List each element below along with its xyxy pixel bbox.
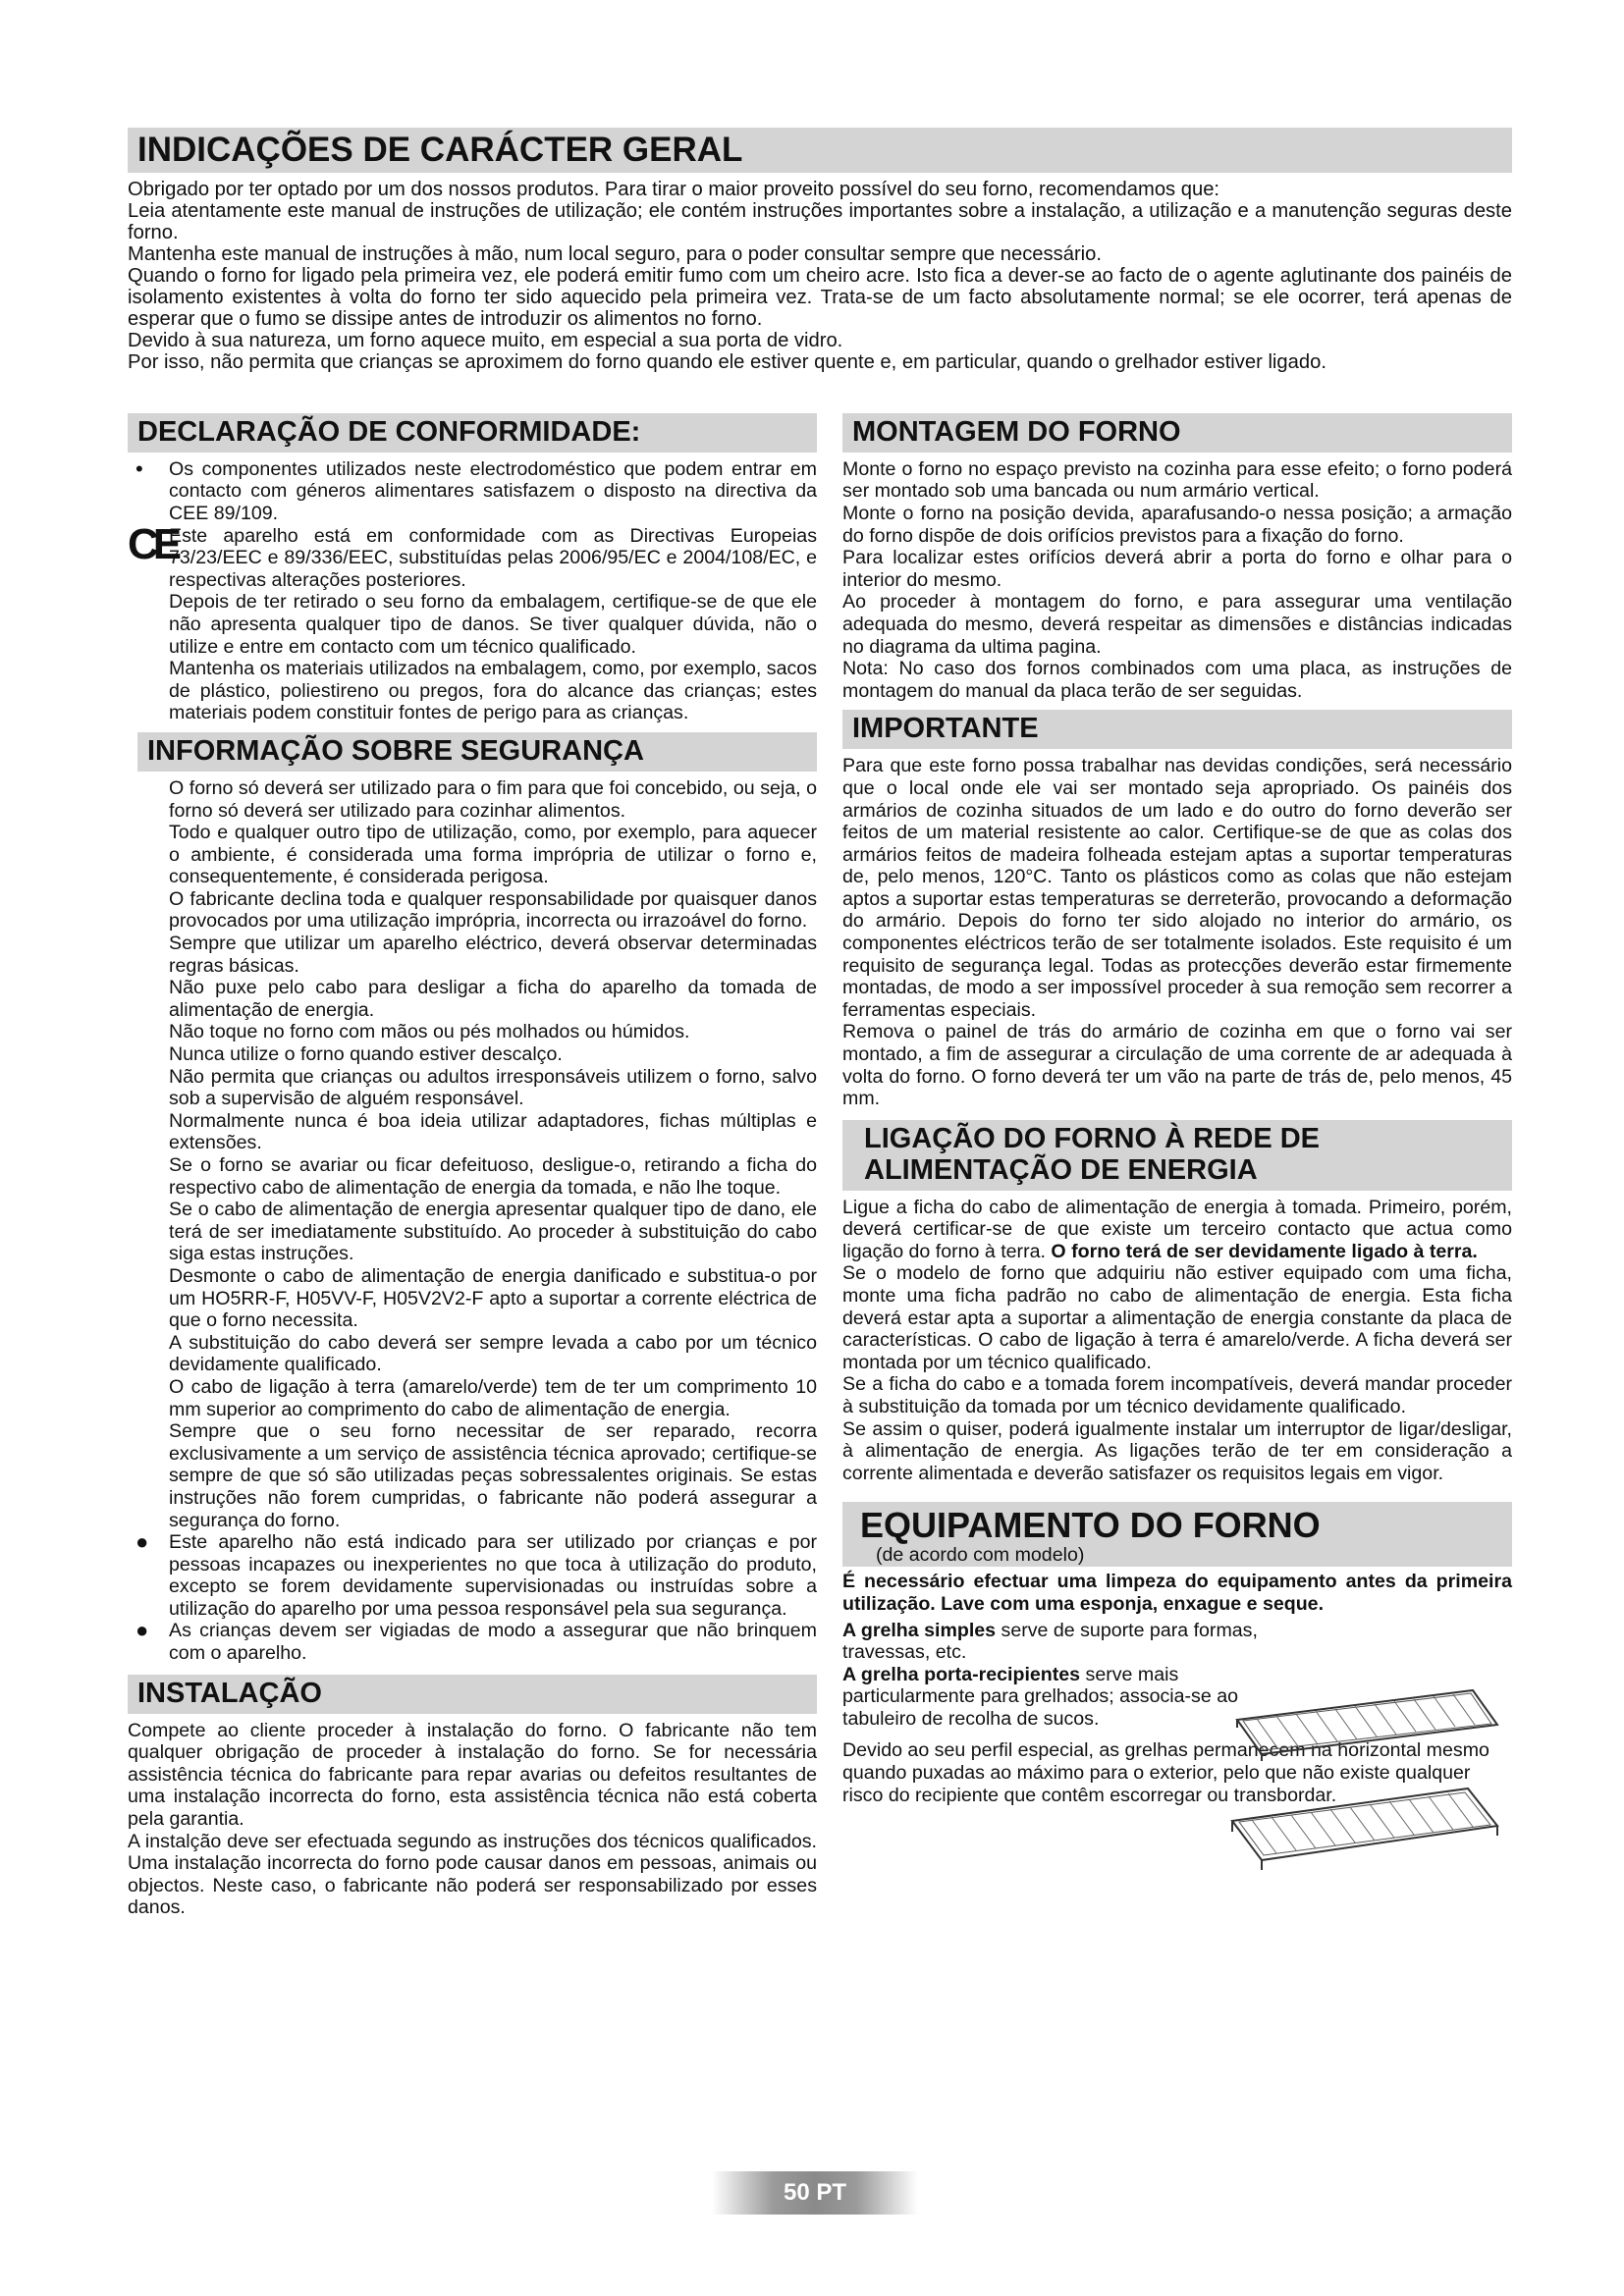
intro-paragraph: Devido à sua natureza, um forno aquece muito, em especial a sua porta de vidro.	[128, 330, 843, 351]
declaracao-paragraph: Mantenha os materiais utilizados na embalagem, como, por exemplo, sacos de plástico, poliestireno ou pregos, fora do alcance das crianças; estes materiais podem constituir fontes de perigo para as crianças.	[169, 658, 817, 724]
seguranca-paragraph: Normalmente nunca é boa ideia utilizar adaptadores, fichas múltiplas e extensões.	[169, 1109, 817, 1154]
grelhas-block	[842, 1620, 1512, 1807]
equipamento-section	[842, 1502, 1512, 1806]
intro-paragraph: Mantenha este manual de instruções à mão, num local seguro, para o poder consultar sempre que necessário.	[128, 243, 1102, 265]
seguranca-paragraph: Não permita que crianças ou adultos irresponsáveis utilizem o forno, salvo sob a supervisão de alguém responsável.	[169, 1065, 817, 1110]
ligacao-paragraph: Se a ficha do cabo e a tomada forem incompatíveis, deverá mandar proceder à substituição da tomada por um técnico devidamente qualificado.	[842, 1373, 1512, 1417]
declaracao-paragraph: Este aparelho está em conformidade com as Directivas Europeias 73/23/EEC e 89/336/EEC, substituídas pelas 2006/95/EC e 2004/108/EC, e respectivas alterações posteriores.	[169, 524, 817, 591]
grelha-simples-icon	[1218, 1681, 1512, 1769]
intro-section	[128, 179, 1512, 373]
instalacao-paragraph: Compete ao cliente proceder à instalação do forno. O fabricante não tem qualquer obrigação de proceder à instalação do forno. Se for necessária assistência técnica do fabricante para repar avarias ou defeitos resultantes de uma instalação incorrecta do forno, esta assistência técnica não está coberta pela garantia.	[128, 1719, 817, 1830]
ligacao-heading-line1: LIGAÇÃO DO FORNO À REDE DE	[864, 1122, 1321, 1154]
intro-paragraph: Quando o forno for ligado pela primeira vez, ele poderá emitir fumo com um cheiro acre. Isto fica a dever-se ao facto de o agente aglutinante dos painéis de isolamento existentes à volta do forno ter sido aquecido pela primeira vez. Trata-se de um facto absolutamente normal; se ele ocorrer, terá apenas de esperar que o fumo se dissipe antes de introduzir os alimentos no forno.	[128, 265, 1512, 330]
seguranca-paragraph: Desmonte o cabo de alimentação de energia danificado e substitua-o por um HO5RR-F, H05VV-F, H05V2V2-F apto a suportar a corrente eléctrica de que o forno necessita.	[169, 1264, 817, 1332]
equipamento-subtitle: (de acordo com modelo)	[876, 1544, 1085, 1567]
ligacao-heading	[842, 1120, 1512, 1191]
importante-section	[842, 710, 1512, 1109]
declaracao-section	[128, 413, 817, 724]
intro-paragraph: Obrigado por ter optado por um dos nossos produtos. Para tirar o maior proveito possível do seu forno, recomendamos que:	[128, 179, 1220, 200]
instalacao-heading: INSTALAÇÃO	[128, 1675, 817, 1714]
seguranca-paragraph: Sempre que o seu forno necessitar de ser reparado, recorra exclusivamente a um serviço de assistência técnica aprovado; certifique-se sempre de que só são utilizadas peças sobressalentes originais. Se estas instruções não forem cumpridas, o fabricante não poderá assegurar a segurança do forno.	[169, 1420, 817, 1531]
seguranca-paragraph: Nunca utilize o forno quando estiver descalço.	[169, 1043, 563, 1066]
page-number: 50 PT	[712, 2171, 918, 2215]
main-heading: INDICAÇÕES DE CARÁCTER GERAL	[128, 128, 1512, 173]
grelha-porta-recipientes-icon	[1218, 1777, 1512, 1875]
seguranca-paragraph: Todo e qualquer outro tipo de utilização, como, por exemplo, para aquecer o ambiente, é considerada uma forma imprópria de utilizar o forno e, consequentemente, é considerada perigosa.	[169, 822, 817, 888]
seguranca-paragraph: O fabricante declina toda e qualquer responsabilidade por quaisquer danos provocados por uma utilização imprópria, incorrecta ou irrazoável do forno.	[169, 887, 817, 933]
equipamento-title: EQUIPAMENTO DO FORNO	[860, 1505, 1321, 1546]
declaracao-heading: DECLARAÇÃO DE CONFORMIDADE:	[128, 413, 817, 453]
right-column	[842, 409, 1512, 1806]
list-item: ● As crianças devem ser vigiadas de modo a assegurar que não brinquem com o aparelho.	[135, 1618, 817, 1665]
ce-mark-icon: CE	[128, 520, 177, 568]
intro-paragraph: Leia atentamente este manual de instruções de utilização; ele contém instruções importantes sobre a instalação, a utilização e a manutenção seguras deste forno.	[128, 200, 1512, 243]
grelha-porta-text: A grelha porta-recipientes serve mais particularmente para grelhados; associa-se ao tabuleiro de recolha de sucos.	[842, 1663, 1238, 1730]
list-item: • Os componentes utilizados neste electrodoméstico que podem entrar em contacto com géneros alimentares satisfazem o disposto na directiva da CEE 89/109.	[135, 455, 817, 525]
montagem-paragraph: Para localizar estes orifícios deverá abrir a porta do forno e olhar para o interior do mesmo.	[842, 547, 1512, 591]
importante-heading: IMPORTANTE	[842, 710, 1512, 749]
seguranca-paragraph: A substituição do cabo deverá ser sempre levada a cabo por um técnico devidamente qualificado.	[169, 1331, 817, 1376]
ligacao-paragraph: Ligue a ficha do cabo de alimentação de energia à tomada. Primeiro, porém, deverá certificar-se de que existe um terceiro contacto que actua como ligação do forno à terra. O forno terá de ser devidamente ligado à terra.	[842, 1196, 1512, 1262]
seguranca-heading: INFORMAÇÃO SOBRE SEGURANÇA	[137, 732, 817, 772]
grelha-perfil-text: Devido ao seu perfil especial, as grelhas permanecem na horizontal mesmo quando puxadas ao máximo para o exterior, pelo que não existe qualquer risco do recipiente que contêm escorregar ou transbordar.	[842, 1739, 1489, 1806]
seguranca-paragraph: Sempre que utilizar um aparelho eléctrico, deverá observar determinadas regras básicas.	[169, 933, 817, 977]
grelha-simples-text: A grelha simples serve de suporte para formas, travessas, etc.	[842, 1619, 1258, 1664]
equipamento-heading	[842, 1502, 1512, 1567]
ligacao-paragraph: Se o modelo de forno que adquiriu não estiver equipado com uma ficha, monte uma ficha padrão no cabo de alimentação de energia. Esta ficha deverá estar apta a suportar a alimentação de energia constante da placa de características. O cabo de ligação à terra é amarelo/verde. A ficha deverá ser montada por um técnico qualificado.	[842, 1262, 1512, 1373]
left-column	[128, 409, 817, 1919]
seguranca-paragraph: Se o forno se avariar ou ficar defeituoso, desligue-o, retirando a ficha do respectivo cabo de alimentação de energia da tomada, e não lhe toque.	[169, 1154, 817, 1199]
ligacao-section	[842, 1120, 1512, 1485]
seguranca-paragraph: Não toque no forno com mãos ou pés molhados ou húmidos.	[169, 1021, 690, 1043]
ligacao-paragraph: Se assim o quiser, poderá igualmente instalar um interruptor de ligar/desligar, à alimentação de energia. As ligações terão de ter em consideração a corrente alimentada e deverão satisfazer os requisitos legais em vigor.	[842, 1417, 1512, 1484]
intro-paragraph: Por isso, não permita que crianças se aproximem do forno quando ele estiver quente e, em particular, quando o grelhador estiver ligado.	[128, 351, 1326, 373]
instalacao-section	[128, 1675, 817, 1919]
seguranca-paragraph: Não puxe pelo cabo para desligar a ficha do aparelho da tomada de alimentação de energia.	[169, 977, 817, 1021]
seguranca-section	[128, 732, 817, 1665]
list-item: ● Este aparelho não está indicado para ser utilizado por crianças e por pessoas incapazes ou inexperientes no que toca à utilização do produto, excepto se forem devidamente supervisionadas ou instruídas sobre a utilização do aparelho por uma pessoa responsável pela sua segurança.	[135, 1529, 817, 1620]
montagem-paragraph: Monte o forno no espaço previsto na cozinha para esse efeito; o forno poderá ser montado sob uma bancada ou num armário vertical.	[842, 457, 1512, 503]
montagem-heading: MONTAGEM DO FORNO	[842, 413, 1512, 453]
seguranca-paragraph: O cabo de ligação à terra (amarelo/verde) tem de ter um comprimento 10 mm superior ao comprimento do cabo de alimentação de energia.	[169, 1375, 817, 1420]
equipamento-intro: É necessário efectuar uma limpeza do equipamento antes da primeira utilização. Lave com uma esponja, enxague e seque.	[842, 1571, 1512, 1615]
montagem-paragraph: Monte o forno na posição devida, aparafusando-o nessa posição; a armação do forno dispõe de dois orifícios previstos para a fixação do forno.	[842, 503, 1512, 547]
montagem-paragraph: Nota: No caso dos fornos combinados com uma placa, as instruções de montagem do manual da placa terão de ser seguidas.	[842, 658, 1512, 702]
seguranca-list	[128, 1531, 817, 1665]
seguranca-paragraph: Se o cabo de alimentação de energia apresentar qualquer tipo de dano, ele terá de ser imediatamente substituído. Ao proceder à substituição do cabo siga estas instruções.	[169, 1199, 817, 1265]
montagem-section	[842, 413, 1512, 702]
declaracao-list	[128, 455, 817, 525]
ligacao-warning: O forno terá de ser devidamente ligado à terra.	[1051, 1240, 1478, 1262]
importante-paragraph: Para que este forno possa trabalhar nas devidas condições, será necessário que o local onde ele vai ser montado seja apropriado. Os painéis dos armários de cozinha situados de um lado e do outro do forno deverão ser feitos de um material resistente ao calor. Certifique-se de que as colas dos armários feitos de madeira folheada estejam aptas a suportar temperaturas de, pelo menos, 120°C. Tanto os plásticos como as colas que não estejam aptos a suportar estas temperaturas se derreterão, provocando a deformação do armário. Depois do forno ter sido alojado no interior do armário, os componentes eléctricos terão de ser totalmente isolados. Este requisito é um requisito de segurança legal. Todas as protecções deverão estar firmemente montadas, de modo a ser impossível proceder à sua remoção sem recorrer a ferramentas especiais.	[842, 755, 1512, 1021]
montagem-paragraph: Ao proceder à montagem do forno, e para assegurar uma ventilação adequada do mesmo, deverá respeitar as dimensões e distâncias indicadas no diagrama da ultima pagina.	[842, 591, 1512, 658]
importante-paragraph: Remova o painel de trás do armário de cozinha em que o forno vai ser montado, a fim de assegurar a circulação de uma corrente de ar adequada à volta do forno. O forno deverá ter um vão na parte de trás de, pelo menos, 45 mm.	[842, 1021, 1512, 1110]
instalacao-paragraph: A instalção deve ser efectuada segundo as instruções dos técnicos qualificados. Uma instalação incorrecta do forno pode causar danos em pessoas, animais ou objectos. Neste caso, o fabricante não poderá ser responsabilizado por esses danos.	[128, 1830, 817, 1919]
seguranca-paragraph: O forno só deverá ser utilizado para o fim para que foi concebido, ou seja, o forno só deverá ser utilizado para cozinhar alimentos.	[169, 776, 817, 822]
ligacao-heading-line2: ALIMENTAÇÃO DE ENERGIA	[864, 1153, 1258, 1186]
declaracao-paragraph: Depois de ter retirado o seu forno da embalagem, certifique-se de que ele não apresenta qualquer tipo de danos. Se tiver qualquer dúvida, não o utilize e entre em contacto com um técnico qualificado.	[169, 591, 817, 658]
